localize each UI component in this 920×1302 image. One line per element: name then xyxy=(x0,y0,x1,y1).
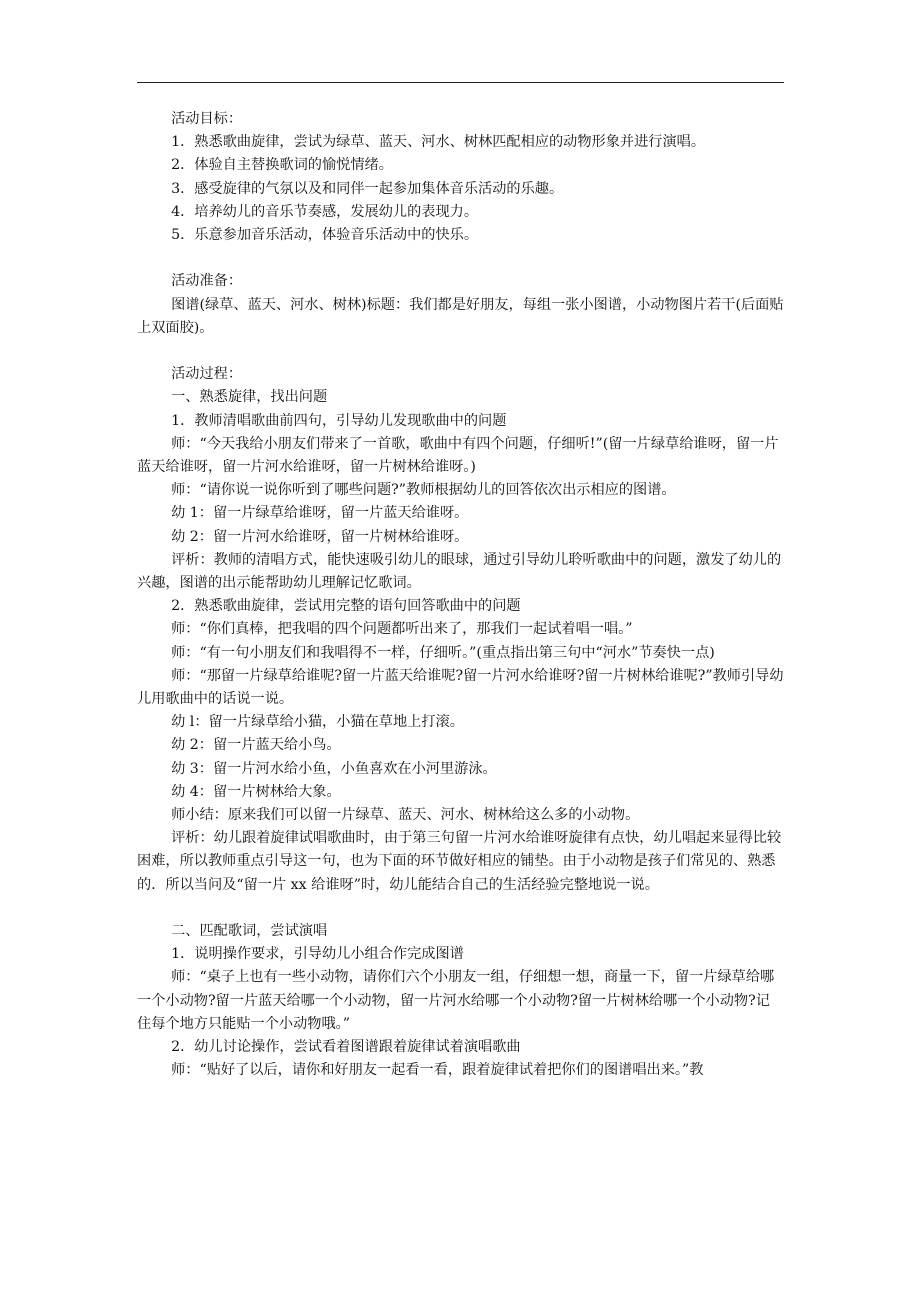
paragraph: 幼 1：留一片绿草给谁呀，留一片蓝天给谁呀。 xyxy=(171,505,469,522)
prep-text: 图谱(绿草、蓝天、河水、树林)标题：我们都是好朋友，每组一张小图谱，小动物图片若干(后面贴上双面胶)。 xyxy=(137,296,784,336)
section-gap xyxy=(137,897,784,920)
header-rule xyxy=(137,82,784,83)
goal-item: 5．乐意参加音乐活动，体验音乐活动中的快乐。 xyxy=(171,227,479,244)
paragraph: 幼 3：留一片河水给小鱼，小鱼喜欢在小河里游泳。 xyxy=(171,760,497,777)
step-title: 1．说明操作要求，引导幼儿小组合作完成图谱 xyxy=(171,946,464,963)
section-title: 一、熟悉旋律，找出问题 xyxy=(171,389,328,406)
commentary: 评析：教师的清唱方式，能快速吸引幼儿的眼球，通过引导幼儿聆听歌曲中的问题，激发了幼儿的兴趣，图谱的出示能帮助幼儿理解记忆歌词。 xyxy=(137,551,782,592)
prep-heading: 活动准备： xyxy=(171,273,243,290)
section-gap xyxy=(137,340,784,363)
paragraph: 幼 2：留一片蓝天给小鸟。 xyxy=(171,737,341,754)
summary: 师小结：原来我们可以留一片绿草、蓝天、河水、树林给这么多的小动物。 xyxy=(171,807,640,824)
paragraph: 师：“有一句小朋友们和我唱得不一样，仔细听。”(重点指出第三句中“河水”节奏快一点) xyxy=(171,644,715,661)
paragraph: 师：“桌子上也有一些小动物，请你们六个小朋友一组，仔细想一想，商量一下，留一片绿草给哪一个小动物?留一片蓝天给哪一个小动物，留一片河水给哪一个小动物?留一片树林给哪一个小动物?记住每个地方只能贴一个小动物哦。” xyxy=(137,969,775,1032)
step-title: 1．教师清唱歌曲前四句，引导幼儿发现歌曲中的问题 xyxy=(171,412,507,429)
goals-heading: 活动目标： xyxy=(171,111,243,127)
step-title: 2．熟悉歌曲旋律，尝试用完整的语句回答歌曲中的问题 xyxy=(171,598,521,615)
paragraph: 师：“今天我给小朋友们带来了一首歌，歌曲中有四个问题，仔细听!”(留一片绿草给谁呀，留一片蓝天给谁呀，留一片河水给谁呀，留一片树林给谁呀。) xyxy=(137,435,779,476)
paragraph: 幼 4：留一片树林给大象。 xyxy=(171,783,341,800)
paragraph: 师：“你们真棒，把我唱的四个问题都听出来了，那我们一起试着唱一唱。” xyxy=(171,621,633,638)
document-body xyxy=(137,108,784,1082)
goal-item: 2．体验自主替换歌词的愉悦情绪。 xyxy=(171,157,393,174)
step-title: 2．幼儿讨论操作，尝试看着图谱跟着旋律试着演唱歌曲 xyxy=(171,1039,521,1056)
goal-item: 4．培养幼儿的音乐节奏感，发展幼儿的表现力。 xyxy=(171,203,479,220)
paragraph: 幼 2：留一片河水给谁呀，留一片树林给谁呀。 xyxy=(171,528,469,545)
paragraph: 师：“那留一片绿草给谁呢?留一片蓝天给谁呢?留一片河水给谁呀?留一片树林给谁呢?”教师引导幼儿用歌曲中的话说一说。 xyxy=(137,667,784,708)
goal-item: 1．熟悉歌曲旋律，尝试为绿草、蓝天、河水、树林匹配相应的动物形象并进行演唱。 xyxy=(171,134,706,151)
goal-item: 3．感受旋律的气氛以及和同伴一起参加集体音乐活动的乐趣。 xyxy=(171,180,564,197)
section-gap xyxy=(137,247,784,270)
paragraph: 师：“贴好了以后，请你和好朋友一起看一看，跟着旋律试着把你们的图谱唱出来。”教 xyxy=(171,1062,704,1079)
section-title: 二、匹配歌词，尝试演唱 xyxy=(171,923,328,940)
process-heading: 活动过程： xyxy=(171,366,243,383)
commentary: 评析：幼儿跟着旋律试唱歌曲时，由于第三句留一片河水给谁呀旋律有点快，幼儿唱起来显得比较困难，所以教师重点引导这一句，也为下面的环节做好相应的铺垫。由于小动物是孩子们常见的、熟悉的．所以当问及“留一片 xx 给谁呀”时，幼儿能结合自己的生活经验完整地说一说。 xyxy=(137,830,782,893)
paragraph: 师：“请你说一说你听到了哪些问题?”教师根据幼儿的回答依次出示相应的图谱。 xyxy=(171,482,676,499)
paragraph: 幼 l：留一片绿草给小猫，小猫在草地上打滚。 xyxy=(171,714,464,731)
